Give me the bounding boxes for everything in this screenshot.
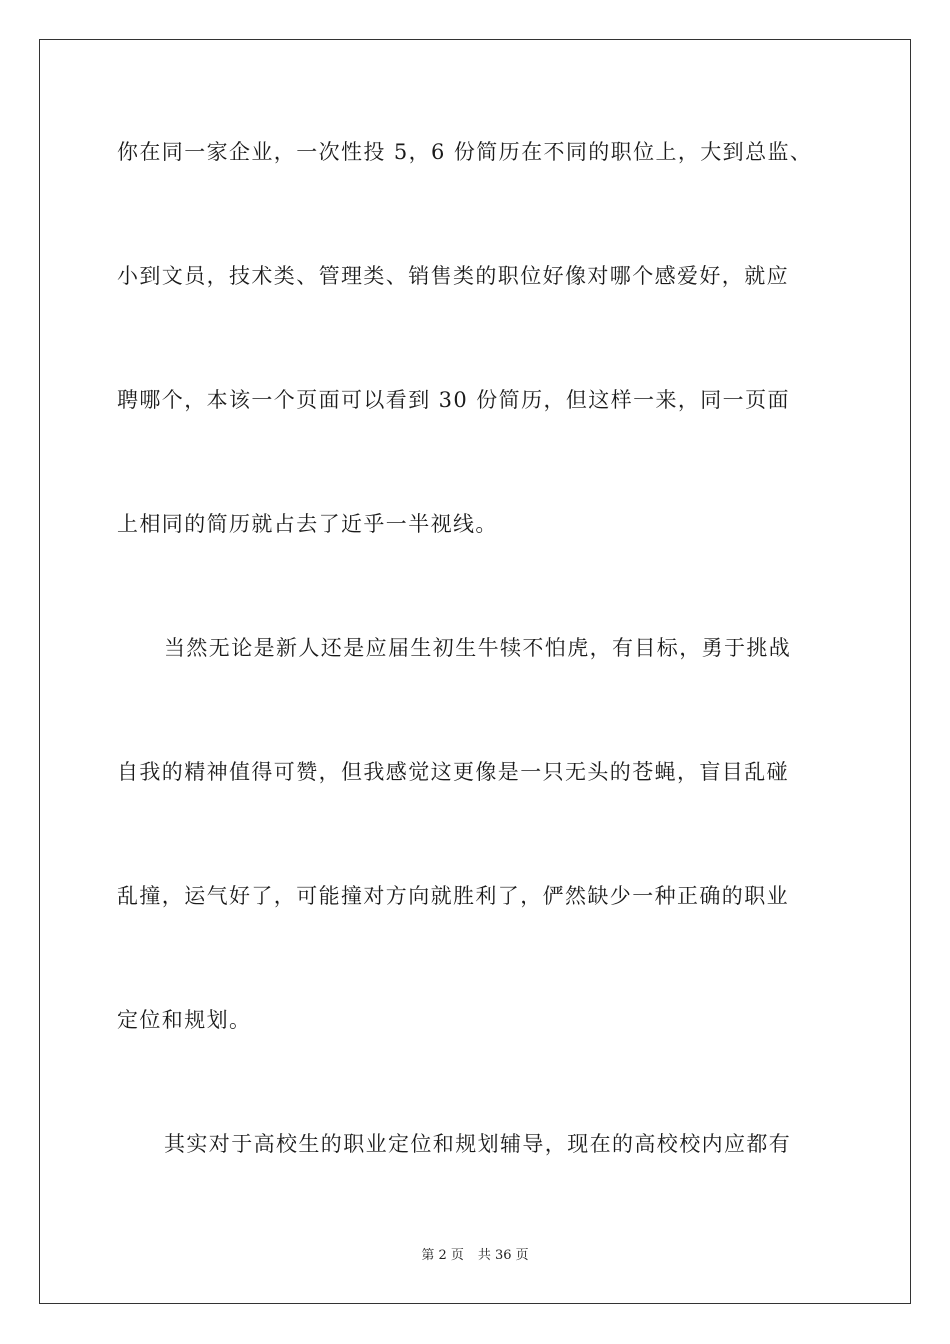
page-total: 共 36 页 <box>477 1248 529 1263</box>
text-line-4: 上相同的简历就占去了近乎一半视线。 <box>117 512 498 536</box>
text-line-6: 自我的精神值得可赞，但我感觉这更像是一只无头的苍蝇，盲目乱碰 <box>117 760 789 784</box>
text-line-2: 小到文员，技术类、管理类、销售类的职位好像对哪个感爱好，就应 <box>117 264 789 288</box>
text-line-1: 你在同一家企业，一次性投 5，6 份简历在不同的职位上，大到总监、 <box>117 140 813 164</box>
page-number: 第 2 页 <box>421 1248 464 1263</box>
text-line-3: 聘哪个，本该一个页面可以看到 30 份简历，但这样一来，同一页面 <box>117 388 790 412</box>
text-line-9: 其实对于高校生的职业定位和规划辅导，现在的高校校内应都有 <box>164 1132 792 1156</box>
page-border <box>39 39 911 1304</box>
text-line-7: 乱撞，运气好了，可能撞对方向就胜利了，俨然缺少一种正确的职业 <box>117 884 789 908</box>
page-footer <box>0 1247 950 1265</box>
text-line-8: 定位和规划。 <box>117 1008 252 1032</box>
text-line-5: 当然无论是新人还是应届生初生牛犊不怕虎，有目标，勇于挑战 <box>164 636 792 660</box>
